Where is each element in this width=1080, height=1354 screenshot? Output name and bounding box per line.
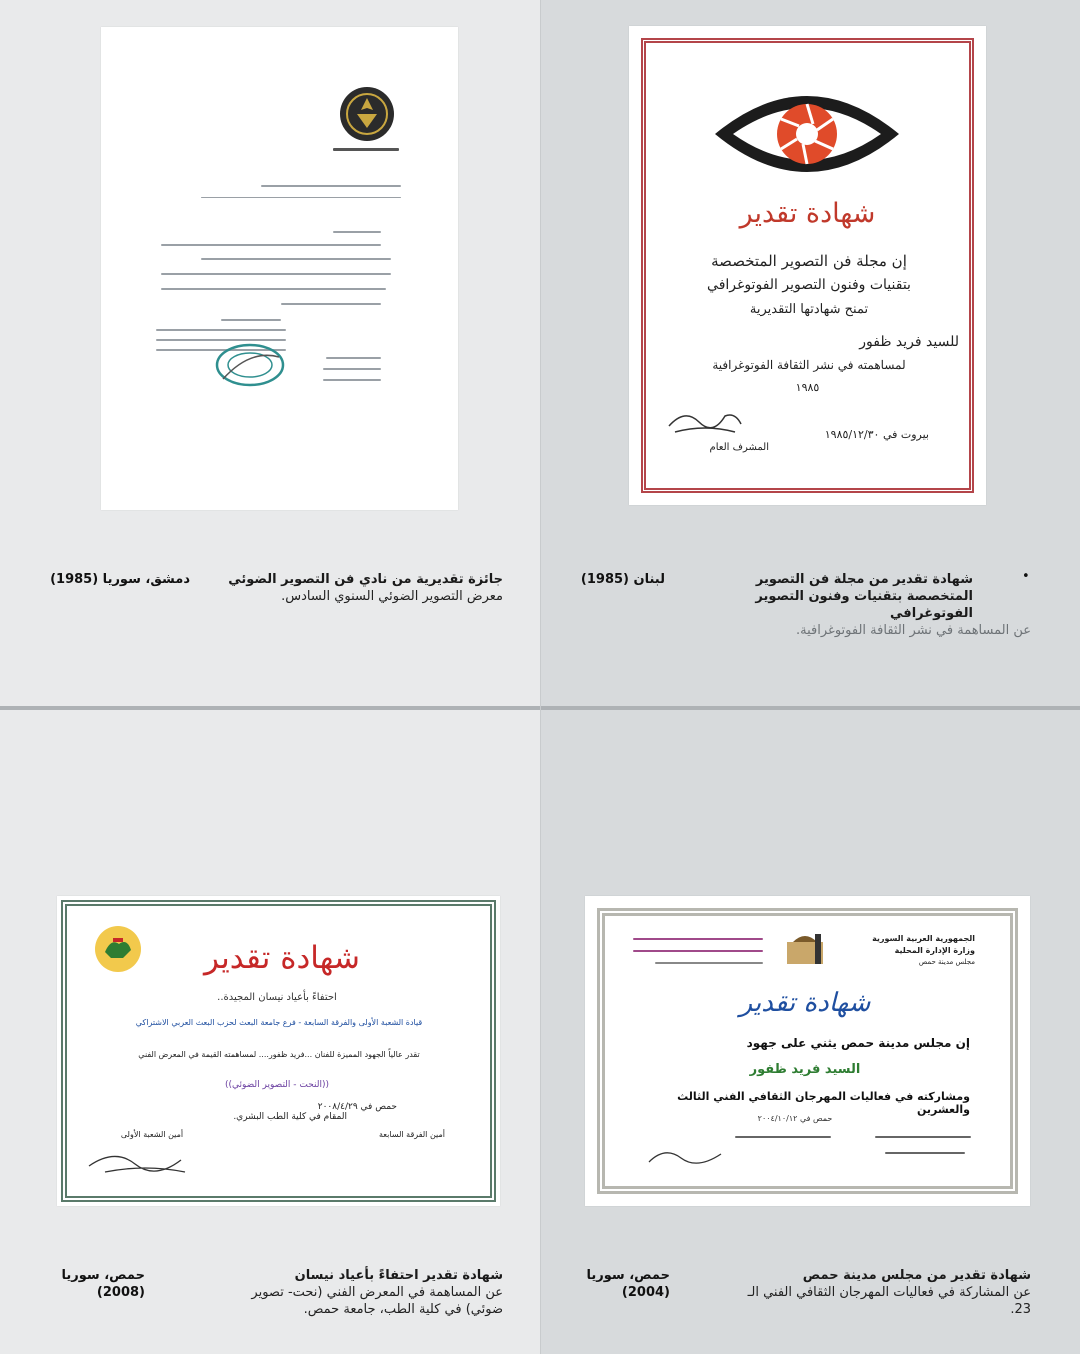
nisan-line-2: قيادة الشعبة الأولى والفرقة السابعة - فرع جامعة البعث لحزب البعث العربي الاشتراكي: [135, 1018, 423, 1027]
caption-damascus-title: جائزة تقديرية من نادي فن التصوير الضوئي: [228, 572, 503, 587]
nisan-line-5: حمص في ٢٠٠٨/٤/٢٩: [317, 1102, 397, 1112]
caption-homs: [738, 1267, 1031, 1318]
homs-line-1: إن مجلس مدينة حمص يثني على جهود: [746, 1036, 970, 1050]
caption-lebanon-title: شهادة تقدير من مجلة فن التصوير المتخصصة بتقنيات وفنون التصوير الفوتوغرافي: [755, 572, 973, 621]
festival-logo-icon: [785, 932, 825, 966]
bullet-icon: •: [1022, 569, 1030, 584]
lebanon-line-2: بتقنيات وفنون التصوير الفوتوغرافي: [707, 277, 911, 293]
caption-damascus: [220, 571, 503, 605]
homs-date: حمص في ٢٠٠٤/١٠/١٢: [757, 1114, 833, 1123]
certificate-damascus-letter: [101, 27, 458, 510]
signature-icon: [645, 1142, 725, 1170]
caption-nisan-description: عن المساهمة في المعرض الفني (نحت- تصوير ضوئي) في كلية الطب، جامعة حمص.: [251, 1285, 503, 1317]
film-eye-logo-icon: [707, 78, 907, 188]
homs-line-3: ومشاركته في فعاليات المهرجان الثقافي الفني الثالث والعشرين: [677, 1090, 970, 1116]
nisan-sig-right: أمين الفرقة السابعة: [379, 1130, 445, 1139]
stamp-icon: [213, 341, 287, 389]
location-homs: حمص، سوريا (2004): [586, 1268, 670, 1300]
homs-heading: شهادة تقدير: [739, 988, 871, 1018]
location-lebanon: لبنان (1985): [580, 572, 665, 587]
nisan-line-3: تقدر عالياً الجهود المميزة للفنان ...فريد ظفور.... لمساهمته القيمة في المعرض الفني: [138, 1050, 420, 1059]
caption-lebanon: [738, 571, 1031, 639]
lebanon-line-1: إن مجلة فن التصوير المتخصصة: [711, 252, 907, 270]
nisan-line-6: المقام في كلية الطب البشري.: [233, 1112, 347, 1122]
vertical-divider: [540, 0, 541, 1354]
caption-homs-description: عن المشاركة في فعاليات المهرجان الثقافي الفني الـ 23.: [747, 1285, 1031, 1317]
homs-header-3: مجلس مدينة حمص: [918, 958, 975, 966]
certificate-lebanon: [629, 26, 986, 505]
caption-homs-title: شهادة تقدير من مجلس مدينة حمص: [802, 1268, 1031, 1283]
certificate-homs: [585, 896, 1030, 1206]
lebanon-signer: المشرف العام: [709, 442, 769, 453]
lebanon-line-3: تمنح شهادتها التقديرية: [749, 302, 869, 317]
homs-line-2: السيد فريد ظفور: [749, 1062, 861, 1077]
location-damascus: دمشق، سوريا (1985): [50, 572, 190, 587]
lebanon-line-4: للسيد فريد ظفور: [859, 334, 959, 350]
emblem-seal-icon: [337, 84, 397, 144]
signature-icon: [85, 1144, 195, 1178]
nisan-line-4: ((النحت - التصوير الضوئي)): [224, 1080, 330, 1090]
nisan-line-1: احتفاءً بأعياد نيسان المجيدة..: [217, 992, 337, 1003]
lebanon-heading: شهادة تقدير: [739, 198, 876, 229]
caption-nisan: [220, 1267, 503, 1318]
caption-nisan-title: شهادة تقدير احتفاءً بأعياد نيسان: [294, 1268, 503, 1283]
certificate-nisan: [57, 896, 500, 1206]
caption-damascus-description: معرض التصوير الضوئي السنوي السادس.: [281, 589, 503, 604]
nisan-heading: شهادة تقدير: [204, 940, 360, 976]
lebanon-year: ١٩٨٥: [795, 381, 820, 394]
nisan-sig-left: أمين الشعبة الأولى: [120, 1130, 184, 1139]
caption-lebanon-description: عن المساهمة في نشر الثقافة الفوتوغرافية.: [796, 623, 1031, 638]
lebanon-line-5: لمساهمته في نشر الثقافة الفوتوغرافية: [712, 358, 906, 372]
lebanon-date: بيروت في ١٩٨٥/١٢/٣٠: [824, 428, 929, 441]
homs-header-2: وزارة الإدارة المحلية: [894, 946, 975, 955]
location-nisan: حمص، سوريا (2008): [61, 1268, 145, 1300]
signature-icon: [665, 402, 745, 438]
party-emblem-icon: [93, 924, 143, 974]
homs-header-1: الجمهورية العربية السورية: [872, 934, 975, 943]
